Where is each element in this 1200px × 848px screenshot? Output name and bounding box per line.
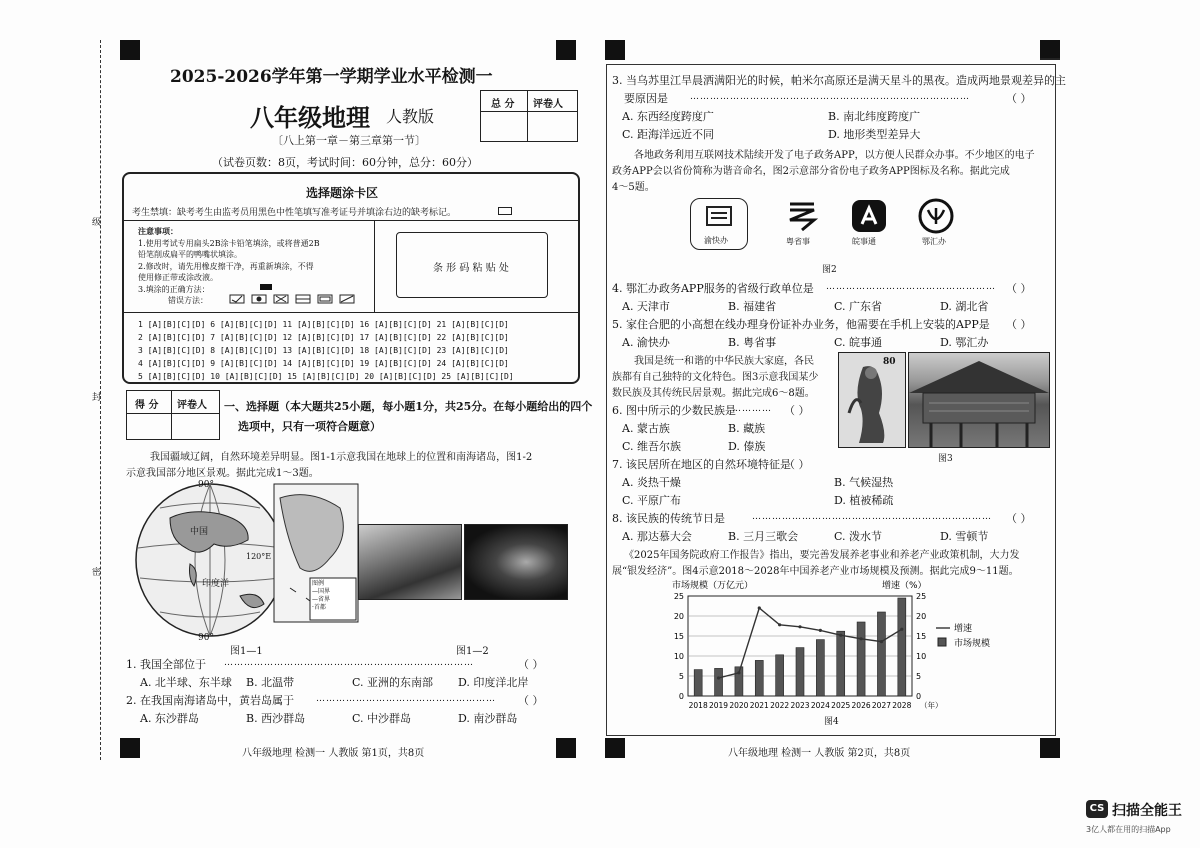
bubble-row[interactable]: 3 [A][B][C][D] 8 [A][B][C][D] 13 [A][B][C][D] 18 [A][B][C][D] 23 [A][B][C][D] [138,346,509,355]
question-2: 2. 在我国南海诸岛中，黄岩岛属于 [126,694,294,707]
edition: 人教版 [386,107,435,126]
option[interactable]: A. 东沙群岛 [140,712,199,725]
option[interactable]: C. 距海洋远近不同 [622,128,715,141]
bar [877,612,885,696]
question-3: 要原因是 [624,92,668,105]
growth-point [859,637,862,640]
section-score-label: 得 分 [135,400,159,411]
intro-text: 数民族及其传统民居景观。据此完成6～8题。 [612,388,815,399]
stilt-house-photo [908,352,1050,448]
answer-paren[interactable]: （ ） [784,404,810,417]
y-right-tick-label: 0 [916,692,922,701]
exam-info: （试卷页数：8页，考试时间：60分钟，总分：60分） [212,156,478,169]
option[interactable]: C. 平原广布 [622,494,682,507]
figure-caption: 图1—2 [456,646,489,657]
yukuaiban-app-icon [690,198,748,250]
legend-bar-label: 市场规模 [954,639,991,649]
intro-text: 我国疆域辽阔，自然环境差异明显。图1-1示意我国在地球上的位置和南海诸岛，图1-2 [150,452,533,463]
y-left-tick-label: 5 [678,672,684,681]
map-legend: 图例 —国界 —省界 ·首都 [312,580,331,611]
option[interactable]: D. 地形类型差异大 [828,128,921,141]
option[interactable]: D. 印度洋北岸 [458,676,529,689]
bubble-row[interactable]: 2 [A][B][C][D] 7 [A][B][C][D] 12 [A][B][C][D] 17 [A][B][C][D] 22 [A][B][C][D] [138,333,509,342]
dot-leader: ……………………………………………………………… [752,512,992,522]
y-left-tick-label: 10 [673,652,684,661]
barcode-area[interactable] [396,232,548,298]
x-tick-label: 2026 [851,701,871,710]
scope: 〔八上第一章－第三章第一节〕 [272,134,426,147]
x-tick-label: 2018 [688,701,708,710]
watermark-tagline: 3亿人都在用的扫描App [1086,825,1171,834]
page-footer: 八年级地理 检测一 人教版 第1页，共8页 [242,748,425,759]
total-score-label: 总 分 [491,99,515,110]
wrong-method-label: 错误方法： [168,296,208,305]
option[interactable]: A. 东西经度跨度广 [622,110,714,123]
y-left-tick-label: 0 [678,692,684,701]
yueshengshi-app-icon [778,198,826,246]
y-left-tick-label: 25 [673,592,684,601]
map-label: 90° [198,633,214,643]
figure-caption: 图4 [824,717,839,727]
bubble-row[interactable]: 1 [A][B][C][D] 6 [A][B][C][D] 11 [A][B][C][D] 16 [A][B][C][D] 21 [A][B][C][D] [138,320,509,329]
option[interactable]: B. 西沙群岛 [246,712,306,725]
registration-mark [1040,738,1060,758]
question-1: 1. 我国全部位于 [126,658,206,671]
dot-leader: ……………………………………………… [316,694,496,704]
correct-fill-mark [260,284,272,290]
side-label: 封 [92,393,102,403]
bubble-row[interactable]: 4 [A][B][C][D] 9 [A][B][C][D] 14 [A][B][C][D] 19 [A][B][C][D] 24 [A][B][C][D] [138,359,509,368]
intro-text: 示意我国部分地区景观。据此完成1～3题。 [126,468,319,479]
answer-paren[interactable]: （ ） [1006,512,1032,525]
bar [837,631,845,696]
exam-subtitle: 八年级地理 [250,103,370,132]
answer-paren[interactable]: （ ） [518,694,544,707]
total-score-cell[interactable] [483,113,525,139]
option[interactable]: C. 泼水节 [834,530,883,543]
registration-mark [605,40,625,60]
option[interactable]: A. 渝快办 [622,336,670,349]
growth-line [719,608,902,678]
grader-cell[interactable] [529,113,575,139]
note-line: 3.填涂的正确方法： [138,284,210,294]
answer-paren[interactable]: （ ） [1006,318,1032,331]
app-name: 渝快办 [704,236,728,245]
map-label: 120°E [246,552,272,561]
growth-point [900,628,903,631]
option[interactable]: B. 北温带 [246,676,295,689]
option[interactable]: B. 福建省 [728,300,777,313]
registration-mark [1040,40,1060,60]
barcode-label: 条 形 码 粘 贴 处 [433,263,509,274]
registration-mark [120,738,140,758]
x-tick-label: 2025 [831,701,851,710]
option[interactable]: A. 那达慕大会 [622,530,692,543]
option[interactable]: A. 天津市 [622,300,670,313]
question-7: 7. 该民居所在地区的自然环境特征是 [612,458,791,471]
bar [776,655,784,696]
growth-point [798,625,801,628]
page-footer: 八年级地理 检测一 人教版 第2页，共8页 [728,748,911,759]
bar [715,668,723,696]
option[interactable]: A. 蒙古族 [622,422,670,435]
dot-leader: ………………………………………………………………………… [690,92,970,102]
option[interactable]: B. 藏族 [728,422,766,435]
bar [898,598,906,696]
section-title: 选项中，只有一项符合题意） [238,420,381,433]
option[interactable]: B. 南北纬度跨度广 [828,110,921,123]
figure-caption: 图2 [822,265,837,275]
y-right-axis-label: 增速（%） [882,581,927,591]
y-right-tick-label: 20 [916,612,927,621]
option[interactable]: D. 傣族 [728,440,766,453]
y-left-tick-label: 20 [673,612,684,621]
intro-text: 各地政务利用互联网技术陆续开发了电子政务APP，以方便人民群众办事。不少地区的电子 [634,150,1035,161]
option[interactable]: A. 北半球、东半球 [140,676,232,689]
bar [857,622,865,696]
y-right-tick-label: 5 [916,672,922,681]
option[interactable]: D. 鄂汇办 [940,336,989,349]
intro-text: 展“银发经济”。图4示意2018～2028年中国养老产业市场规模及预测。据此完成9～11题。 [612,566,1019,577]
growth-point [880,640,883,643]
registration-mark [120,40,140,60]
absent-mark-box[interactable] [498,207,512,215]
option[interactable]: D. 湖北省 [940,300,989,313]
x-tick-label: 2019 [708,701,729,710]
option[interactable]: B. 粤省事 [728,336,777,349]
note-line: 2.修改时，请先用橡皮擦干净，再重新填涂，不得 [138,261,314,271]
option[interactable]: D. 南沙群岛 [458,712,518,725]
question-4: 4. 鄂汇办政务APP服务的省级行政单位是 [612,282,814,295]
option[interactable]: C. 皖事通 [834,336,883,349]
notes-title: 注意事项： [138,226,178,236]
registration-mark [556,738,576,758]
figure-4-chart [660,576,1040,716]
dot-leader: ………… [732,404,772,414]
option[interactable]: D. 雪顿节 [940,530,989,543]
grader-label: 评卷人 [533,99,563,110]
intro-text: 我国是统一和谐的中华民族大家庭，各民 [634,356,814,367]
option[interactable]: B. 三月三歌会 [728,530,799,543]
dot-leader: ………………………………………………………………… [224,658,474,668]
growth-point [717,676,720,679]
side-label: 级 [92,218,102,228]
edge-mark [1040,58,1060,60]
question-8: 8. 该民族的传统节日是 [612,512,725,525]
app-name: 鄂汇办 [922,237,946,246]
option[interactable]: D. 植被稀疏 [834,494,894,507]
wrong-fill-marks [228,294,368,304]
wanshitong-app-icon [848,198,892,246]
app-name: 粤省事 [786,237,810,246]
y-right-tick-label: 25 [916,592,927,601]
exam-title: 2025-2026学年第一学期学业水平检测一 [170,67,493,87]
bubble-row[interactable]: 5 [A][B][C][D] 10 [A][B][C][D] 15 [A][B][C][D] 20 [A][B][C][D] 25 [A][B][C][D] [138,372,514,381]
x-tick-label: 2020 [729,701,749,710]
option[interactable]: C. 维吾尔族 [622,440,682,453]
ethnic-stamp-image [838,352,906,448]
x-tick-label: 2024 [810,701,830,710]
registration-mark [556,40,576,60]
bar [816,640,824,696]
option[interactable]: C. 中沙群岛 [352,712,412,725]
option[interactable]: B. 气候湿热 [834,476,894,489]
x-tick-label: 2023 [790,701,810,710]
x-tick-label: 2027 [871,701,892,710]
bar [694,670,702,696]
question-6: 6. 图中所示的少数民族是 [612,404,736,417]
x-tick-label: 2028 [892,701,912,710]
x-tick-label: 2021 [749,701,769,710]
watermark-brand: 扫描全能王 [1112,803,1182,819]
map-label: 90° [198,480,214,490]
answer-card [122,172,580,384]
growth-point [758,606,761,609]
landscape-photo [464,524,568,600]
intro-text: 族都有自己独特的文化特色。图3示意我国某少 [612,372,819,383]
section-title: 一、选择题（本大题共25小题，每小题1分，共25分。在每小题给出的四个 [224,400,593,413]
registration-mark [605,738,625,758]
landscape-photo [358,524,462,600]
y-left-axis-label: 市场规模（万亿元） [672,581,754,591]
answer-card-title: 选择题涂卡区 [306,186,379,200]
answer-paren[interactable]: （ ） [784,458,810,471]
figure-caption: 图3 [938,454,953,464]
answer-paren[interactable]: （ ） [518,658,544,671]
x-tick-label: 2022 [770,701,790,710]
map-label: 印度洋 [202,579,230,589]
legend-line-label: 增速 [954,624,973,634]
option[interactable]: C. 亚洲的东南部 [352,676,434,689]
question-5: 5. 家住合肥的小高想在线办理身份证补办业务，他需要在手机上安装的APP是 [612,318,990,331]
growth-point [778,623,781,626]
dot-leader: …………………………………………… [826,282,996,292]
map-label: 中国 [190,527,209,537]
growth-point [839,634,842,637]
note-line: 1.使用考试专用扁头2B涂卡铅笔填涂，或将普通2B [138,238,320,248]
figure-1-1-globe [130,478,360,640]
y-right-tick-label: 15 [916,632,927,641]
option[interactable]: A. 炎热干燥 [622,476,681,489]
section-score-table [126,390,220,440]
x-axis-label: （年） [920,701,943,710]
bar [755,660,763,696]
question-3: 3. 当乌苏里江旱晨洒满阳光的时候，帕米尔高原还是满天星斗的黑夜。造成两地景观差异的主 [612,74,1066,87]
bar [796,648,804,696]
option[interactable]: C. 广东省 [834,300,883,313]
answer-paren[interactable]: （ ） [1006,92,1032,105]
figure-caption: 图1—1 [230,646,263,657]
y-right-tick-label: 10 [916,652,927,661]
note-line: 铅笔削成扁平的鸭嘴状填涂。 [138,250,242,259]
ehuiban-app-icon [916,198,960,246]
stamp-value: 80 [883,357,896,367]
answer-paren[interactable]: （ ） [1006,282,1032,295]
camscanner-logo-icon: CS [1086,800,1108,818]
y-left-tick-label: 15 [673,632,684,641]
intro-text: 《2025年国务院政府工作报告》指出，要完善发展养老事业和养老产业政策机制，大力发 [624,550,1020,561]
intro-text: 4～5题。 [612,182,655,193]
side-label: 密 [92,568,102,578]
growth-point [819,629,822,632]
note-line: 使用修正带或涂改液。 [138,273,218,282]
candidate-note: 考生禁填：缺考考生由监考员用黑色中性笔填写准考证号并填涂右边的缺考标记。 [132,208,457,218]
legend-bar-swatch [938,638,946,646]
growth-point [737,671,740,674]
app-name: 皖事通 [852,237,876,246]
score-table [480,90,578,142]
intro-text: 政务APP会以省份简称为谐音命名，图2示意部分省份电子政务APP图标及名称。据此完成 [612,166,1010,177]
section-grader-label: 评卷人 [177,400,207,411]
